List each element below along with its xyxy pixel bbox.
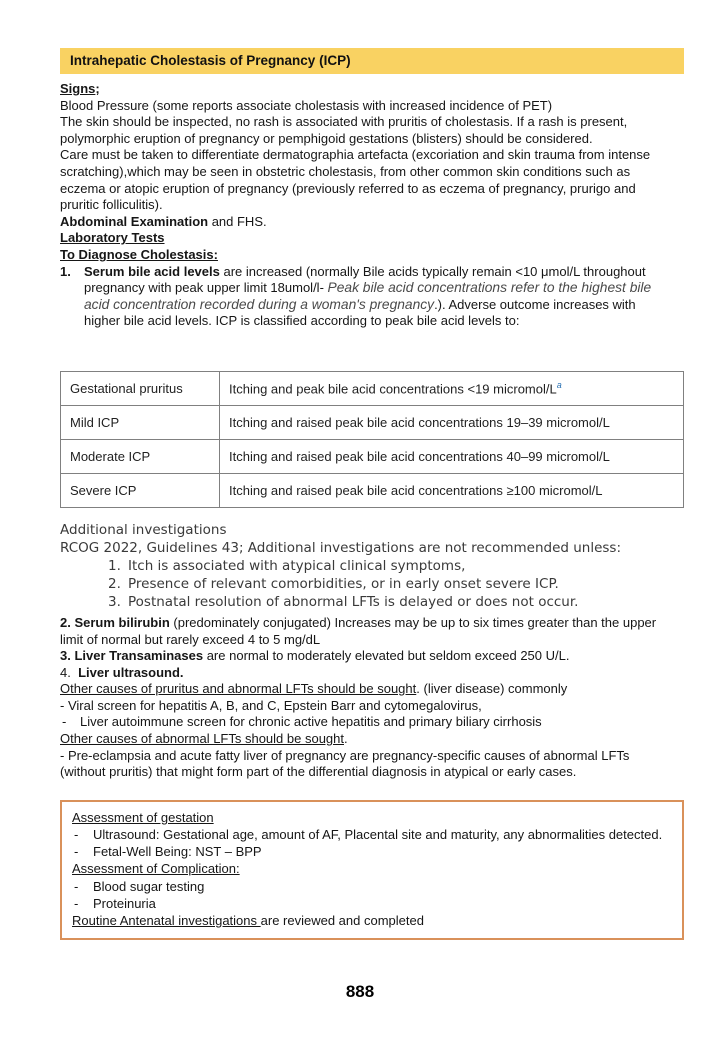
abdominal-bold: Abdominal Examination <box>60 213 209 229</box>
table-row <box>61 473 684 507</box>
list-item: - Blood sugar testing <box>74 878 205 894</box>
criteria-cell: Itching and peak bile acid concentrations <19 micromol/L$^a$ <box>220 371 684 405</box>
paragraph-blood-pressure: Blood Pressure (some reports associate cholestasis with increased incidence of PET) <box>60 97 553 113</box>
table-row <box>61 371 684 405</box>
list-item: 2. Presence of relevant comorbidities, or in early onset severe ICP. <box>108 575 559 592</box>
section-title-bar <box>60 48 684 74</box>
complication-heading: Assessment of Complication: <box>72 861 240 877</box>
table-row <box>61 439 684 473</box>
page-title: Intrahepatic Cholestasis of Pregnancy (ICP) <box>70 53 351 68</box>
page-content <box>60 48 684 940</box>
paragraph-ultrasound: 4. Liver ultrasound. <box>60 664 184 680</box>
paragraph-dermatographia: Care must be taken to differentiate dermatographia artefacta (excoriation and skin trauma from intense scratching),which may be seen in obstetric cholestasis, from other common skin conditions such as eczema or atopic eruption of pregnancy (previously referred to as eczema of pregnancy, prurigo and pruritic folliculitis). <box>60 147 651 213</box>
criteria-cell: Itching and raised peak bile acid concentrations 40–99 micromol/L <box>220 439 684 473</box>
item-number: 1. <box>60 263 71 279</box>
routine-antenatal-line: Routine Antenatal investigations are reviewed and completed <box>72 913 424 929</box>
serum-bile-acid-bold: Serum bile acid levels <box>84 263 220 279</box>
classification-cell: Moderate ICP <box>61 439 220 473</box>
criteria-cell: Itching and raised peak bile acid concentrations ≥100 micromol/L <box>220 473 684 507</box>
labs-continued-section <box>60 615 666 781</box>
classification-cell: Gestational pruritus <box>61 371 220 405</box>
other-causes-pruritus-line: Other causes of pruritus and abnormal LFTs should be sought. (liver disease) commonly <box>60 681 568 697</box>
assessment-box <box>60 800 684 940</box>
signs-heading-line <box>60 81 666 98</box>
serum-bile-acid-text-a: are increased (normally Bile acids typically remain <10 μmol/L throughout pregnancy with peak upper limit 18umol/l- <box>84 263 646 296</box>
autoimmune-screen-line: - Liver autoimmune screen for chronic active hepatitis and primary biliary cirrhosis <box>62 714 542 730</box>
list-item: - Fetal-Well Being: NST – BPP <box>74 844 262 860</box>
signs-heading-suffix: ; <box>95 81 100 96</box>
preeclampsia-line: - Pre-eclampsia and acute fatty liver of pregnancy are pregnancy-specific causes of abnormal LFTs (without pruritis) that might form part of the differential diagnosis in atypical or early cases. <box>60 747 630 780</box>
footnote-marker: a <box>556 380 562 391</box>
paragraph-skin: The skin should be inspected, no rash is associated with pruritis of cholestasis. If a rash is present, polymorphic eruption of pregnancy or pemphigoid gestations (blisters) should be considered. <box>60 114 628 146</box>
serum-bile-acid-item <box>60 264 666 330</box>
other-causes-abnormal-line: Other causes of abnormal LFTs should be sought. <box>60 731 348 747</box>
classification-cell: Mild ICP <box>61 405 220 439</box>
table-row <box>61 405 684 439</box>
list-item: 3. Postnatal resolution of abnormal LFTs is delayed or does not occur. <box>108 593 579 610</box>
list-item: 1. Itch is associated with atypical clinical symptoms, <box>108 557 466 574</box>
list-item: - Proteinuria <box>74 895 156 911</box>
signs-section <box>60 81 666 330</box>
serum-bile-acid-text-b: .). Adverse outcome increases with higher bile acid levels. ICP is classified according to peak bile acid levels to: <box>84 296 636 329</box>
abdominal-rest: and FHS. <box>208 213 267 229</box>
paragraph-abdominal <box>60 214 666 231</box>
list-item: - Ultrasound: Gestational age, amount of AF, Placental site and maturity, any abnormalities detected. <box>74 827 663 843</box>
page-number: 888 <box>345 982 375 1001</box>
paragraph-transaminases: 3. Liver Transaminases are normal to moderately elevated but seldom exceed 250 U/L. <box>60 648 570 664</box>
diagnose-cholestasis-heading: To Diagnose Cholestasis: <box>60 246 218 262</box>
gestation-heading: Assessment of gestation <box>72 809 214 825</box>
viral-screen-line: - Viral screen for hepatitis A, B, and C, Epstein Barr and cytomegalovirus, <box>60 697 482 713</box>
laboratory-tests-heading: Laboratory Tests <box>60 230 165 246</box>
classification-cell: Severe ICP <box>61 473 220 507</box>
criteria-cell: Itching and raised peak bile acid concentrations 19–39 micromol/L <box>220 405 684 439</box>
rcog-intro: RCOG 2022, Guidelines 43; Additional investigations are not recommended unless: <box>60 539 622 556</box>
icp-classification-table <box>60 371 684 508</box>
signs-heading: Signs <box>60 81 96 96</box>
peak-concentration-quote: Peak bile acid concentrations refer to the highest bile acid concentration recorded during a woman's pregnancy <box>84 280 652 312</box>
paragraph-bilirubin: 2. Serum bilirubin (predominately conjugated) Increases may be up to six times greater than the upper limit of normal but rarely exceed 4 to 5 mg/dL <box>60 614 657 647</box>
additional-heading: Additional investigations <box>60 521 227 538</box>
additional-investigations-section <box>60 521 684 611</box>
